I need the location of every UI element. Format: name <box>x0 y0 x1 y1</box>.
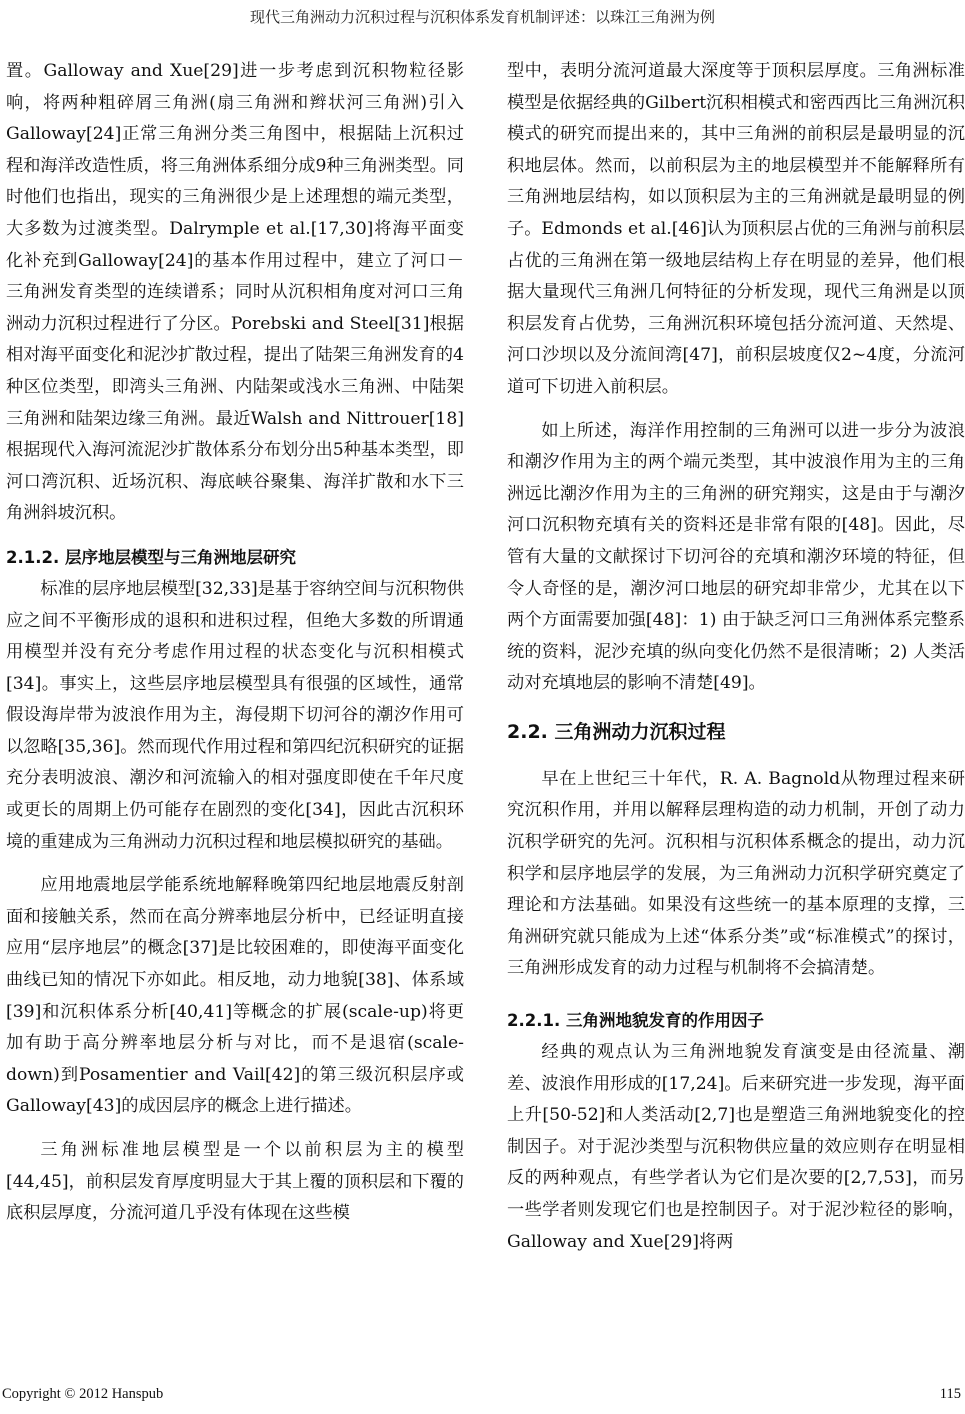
section-heading-2-2-1: 2.2.1. 三角洲地貌发育的作用因子 <box>507 1011 764 1031</box>
body-paragraph: 型中，表明分流河道最大深度等于顶积层厚度。三角洲标准模型是依据经典的Gilbert沉积相模式和密西西比三角洲沉积模式的研究而提出来的，其中三角洲的前积层是最明显的沉积地层体。然而，以前积层为主的地层模型并不能解释所有三角洲地层结构，如以顶积层为主的三角洲就是最明显的例子。Edmonds et al.[46]认为顶积层占优的三角洲与前积层占优的三角洲在第一级地层结构上存在明显的差异，他们根据大量现代三角洲几何特征的分析发现，现代三角洲是以顶积层发育占优势，三角洲沉积环境包括分流河道、天然堤、河口沙坝以及分流间湾[47]，前积层坡度仅2~4度，分流河道可下切进入前积层。 <box>507 61 965 397</box>
right-column <box>507 56 965 1258</box>
body-paragraph: 经典的观点认为三角洲地貌发育演变是由径流量、潮差、波浪作用形成的[17,24]。后来研究进一步发现，海平面上升[50-52]和人类活动[2,7]也是塑造三角洲地貌变化的控制因子。对于泥沙类型与沉积物供应量的效应则存在明显相反的两种观点，有些学者认为它们是次要的[2,7,53]，而另一些学者则发现它们也是控制因子。对于泥沙粒径的影响，Galloway and Xue[29]将两 <box>507 1042 965 1252</box>
body-paragraph: 置。Galloway and Xue[29]进一步考虑到沉积物粒径影响，将两种粗碎屑三角洲(扇三角洲和辫状河三角洲)引入Galloway[24]正常三角洲分类三角图中，根据陆上沉积过程和海洋改造性质，将三角洲体系细分成9种三角洲类型。同时他们也指出，现实的三角洲很少是上述理想的端元类型，大多数为过渡类型。Dalrymple et al.[17,30]将海平面变化补充到Galloway[24]的基本作用过程中，建立了河口－三角洲发育类型的连续谱系；同时从沉积相角度对河口三角洲动力沉积过程进行了分区。Porebski and Steel[31]根据相对海平面变化和泥沙扩散过程，提出了陆架三角洲发育的4种区位类型，即湾头三角洲、内陆架或浅水三角洲、中陆架三角洲和陆架边缘三角洲。最近Walsh and Nittrouer[18]根据现代入海河流泥沙扩散体系分布划分出5种基本类型，即河口湾沉积、近场沉积、海底峡谷聚集、海洋扩散和水下三角洲斜坡沉积。 <box>6 61 464 524</box>
body-paragraph: 早在上世纪三十年代，R. A. Bagnold从物理过程来研究沉积作用，并用以解释层理构造的动力机制，开创了动力沉积学研究的先河。沉积相与沉积体系概念的提出，动力沉积学和层序地层学的发展，为三角洲动力沉积学研究奠定了理论和方法基础。如果没有这些统一的基本原理的支撑，三角洲研究就只能成为上述“体系分类”或“标准模式”的探讨，三角洲形成发育的动力过程与机制将不会搞清楚。 <box>507 768 965 979</box>
section-heading-2-2: 2.2. 三角洲动力沉积过程 <box>507 720 726 743</box>
body-paragraph: 三角洲标准地层模型是一个以前积层为主的模型[44,45]，前积层发育厚度明显大于其上覆的顶积层和下覆的底积层厚度，分流河道几乎没有体现在这些模 <box>6 1140 464 1224</box>
body-paragraph: 应用地震地层学能系统地解释晚第四纪地层地震反射剖面和接触关系，然而在高分辨率地层分析中，已经证明直接应用“层序地层”的概念[37]是比较困难的，即使海平面变化曲线已知的情况下亦如此。相反地，动力地貌[38]、体系域[39]和沉积体系分析[40,41]等概念的扩展(scale-up)将更加有助于高分辨率地层分析与对比，而不是退宿(scale-down)到Posamentier and Vail[42]的第三级沉积层序或Galloway[43]的成因层序的概念上进行描述。 <box>6 875 464 1117</box>
page-number: 115 <box>939 1386 961 1402</box>
section-heading-2-1-2: 2.1.2. 层序地层模型与三角洲地层研究 <box>6 547 296 567</box>
body-paragraph: 如上所述，海洋作用控制的三角洲可以进一步分为波浪和潮汐作用为主的两个端元类型，其中波浪作用为主的三角洲远比潮汐作用为主的三角洲的研究翔实，这是由于与潮汐河口沉积物充填有关的资料还是非常有限的[48]。因此，尽管有大量的文献探讨下切河谷的充填和潮汐环境的特征，但令人奇怪的是，潮汐河口地层的研究却非常少，尤其在以下两个方面需要加强[48]：1) 由于缺乏河口三角洲体系完整系统的资料，泥沙充填的纵向变化仍然不是很清晰；2) 人类活动对充填地层的影响不清楚[49]。 <box>507 420 965 694</box>
left-column <box>6 56 464 1230</box>
body-paragraph: 标准的层序地层模型[32,33]是基于容纳空间与沉积物供应之间不平衡形成的退积和进积过程，但绝大多数的所谓通用模型并没有充分考虑作用过程的状态变化与沉积相模式[34]。事实上，这些层序地层模型具有很强的区域性，通常假设海岸带为波浪作用为主，海侵期下切河谷的潮汐作用可以忽略[35,36]。然而现代作用过程和第四纪沉积研究的证据充分表明波浪、潮汐和河流输入的相对强度即使在千年尺度或更长的周期上仍可能存在剧烈的变化[34]，因此古沉积环境的重建成为三角洲动力沉积过程和地层模拟研究的基础。 <box>6 578 464 852</box>
copyright-notice: Copyright © 2012 Hanspub <box>2 1386 164 1402</box>
running-header: 现代三角洲动力沉积过程与沉积体系发育机制评述：以珠江三角洲为例 <box>249 8 715 26</box>
